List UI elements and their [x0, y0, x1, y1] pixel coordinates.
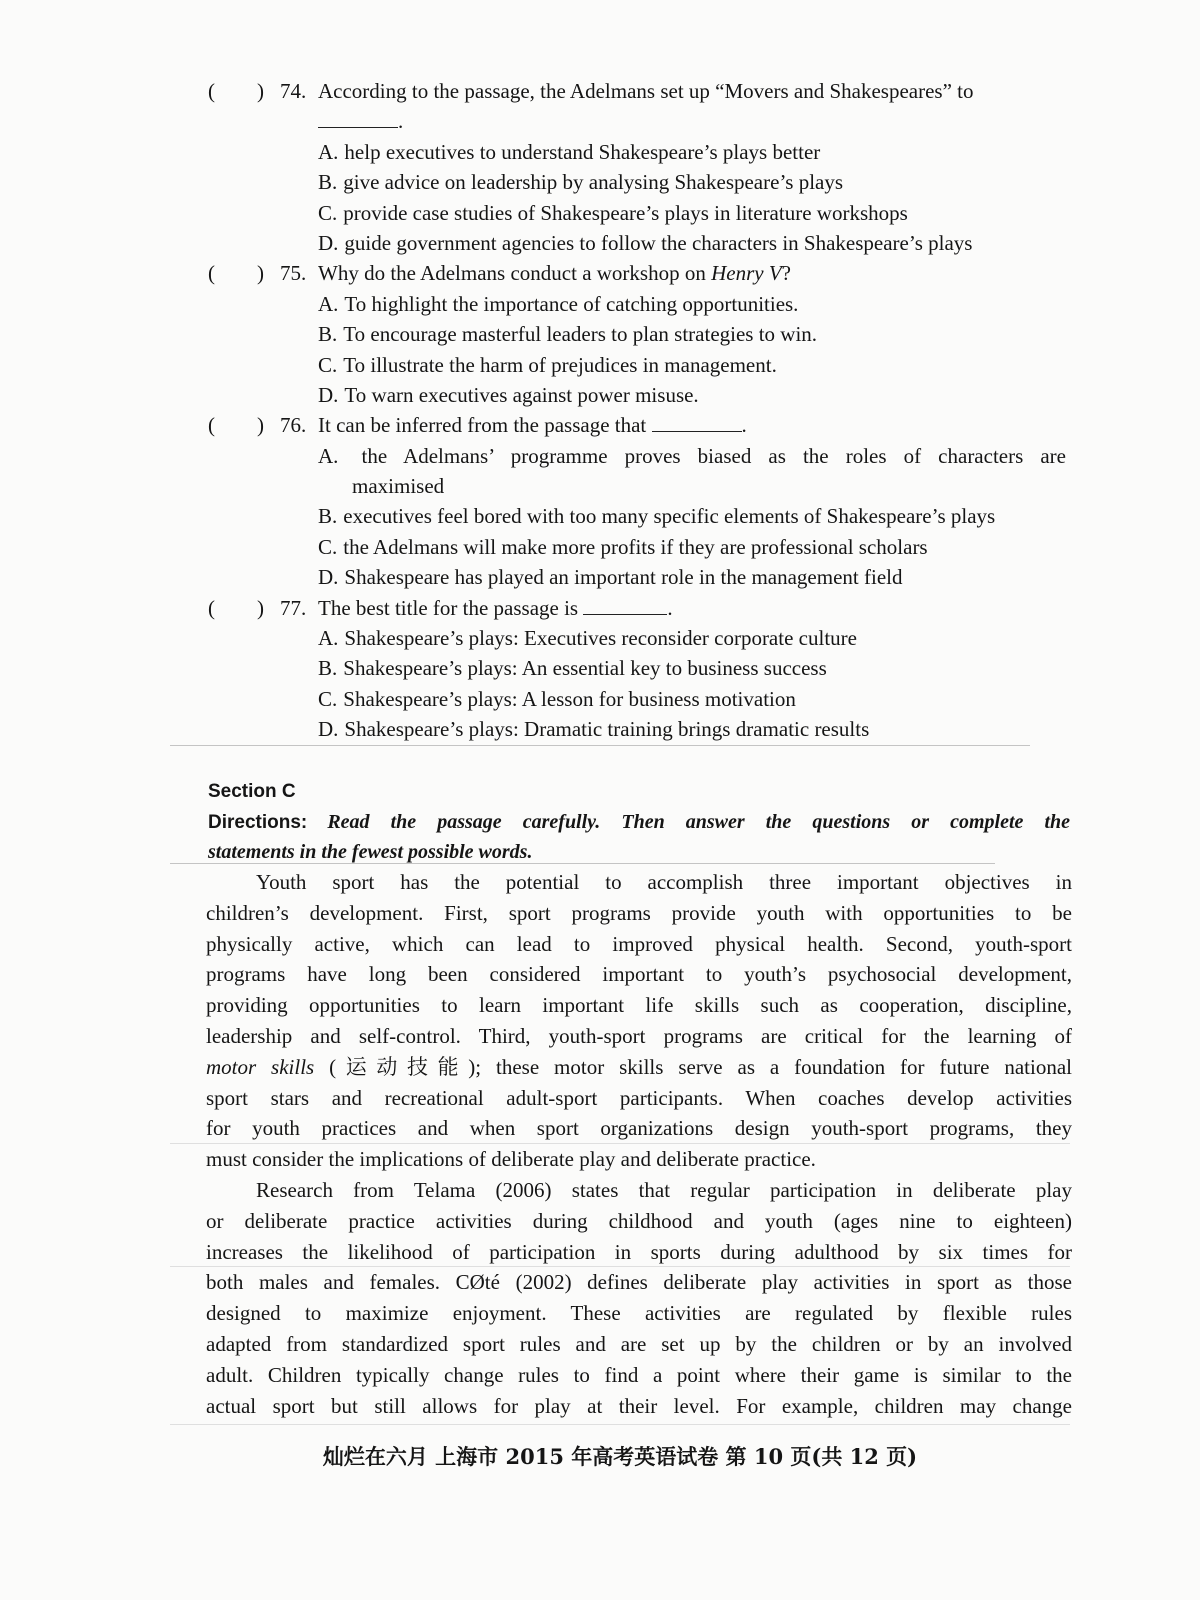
option-b [208, 653, 1078, 683]
term-italic: motor skills [206, 1054, 315, 1079]
blank-period: . [667, 595, 673, 620]
section-c [208, 777, 1070, 867]
passage-line: programs have long been considered important to youth’s psychosocial development, [206, 962, 1072, 987]
option-a [208, 441, 1078, 471]
option-a [208, 623, 1078, 653]
option-a [208, 137, 1078, 167]
option-c [208, 350, 1078, 380]
divider-rule [170, 745, 1030, 746]
question-stem: The best title for the passage is [318, 595, 579, 620]
option-text: To highlight the importance of catching opportunities. [344, 291, 799, 316]
directions-label: Directions: [208, 812, 308, 833]
option-a-line [318, 441, 1066, 471]
option-text: provide case studies of Shakespeare’s plays in literature workshops [343, 200, 908, 225]
directions-text: statements in the fewest possible words. [208, 841, 533, 863]
option-letter: C. [318, 200, 338, 225]
directions-line [208, 807, 1070, 837]
answer-blank [318, 109, 398, 128]
option-a [208, 289, 1078, 319]
passage-line: leadership and self-control. Third, youth-sport programs are critical for the learning of [206, 1023, 1072, 1048]
option-text: help executives to understand Shakespeare’s plays better [344, 139, 821, 164]
answer-bracket: ( ) [208, 261, 264, 286]
option-c [208, 198, 1078, 228]
option-d [208, 714, 1078, 744]
option-letter: D. [318, 382, 339, 407]
passage-line: actual sport but still allows for play at their level. For example, children may change [206, 1393, 1072, 1418]
question-stem: According to the passage, the Adelmans set up “Movers and Shakespeares” to [318, 79, 974, 103]
option-text: Shakespeare’s plays: An essential key to business success [343, 656, 827, 681]
passage-line: both males and females. CØté (2002) defines deliberate play activities in sport as those [206, 1270, 1072, 1295]
option-text: To warn executives against power misuse. [344, 382, 699, 407]
option-letter: D. [318, 717, 339, 742]
passage-line: providing opportunities to learn important life skills such as cooperation, discipline, [206, 993, 1072, 1018]
option-text: executives feel bored with too many specific elements of Shakespeare’s plays [343, 504, 996, 529]
option-text: Shakespeare’s plays: A lesson for business motivation [343, 686, 796, 711]
directions-text: Read the passage carefully. Then answer the questions or complete the [327, 811, 1071, 833]
passage-line: Research from Telama (2006) states that regular participation in deliberate play [256, 1177, 1072, 1202]
option-c [208, 532, 1078, 562]
passage-line-text: (运动技能); these motor skills serve as a foundation for future national [329, 1054, 1073, 1079]
answer-blank [652, 413, 742, 432]
passage-line: or deliberate practice activities during childhood and youth (ages nine to eighteen) [206, 1208, 1072, 1233]
reading-questions [208, 76, 1078, 745]
question-number: 77. [280, 595, 307, 620]
question-number: 76. [280, 413, 307, 438]
option-text: To illustrate the harm of prejudices in management. [343, 352, 777, 377]
passage-line: designed to maximize enjoyment. These activities are regulated by flexible rules [206, 1301, 1072, 1326]
passage-line [206, 1052, 1072, 1083]
question-76-stem-line [208, 410, 1078, 440]
option-a-continuation: maximised [352, 474, 445, 499]
option-letter: C. [318, 352, 338, 377]
question-stem: It can be inferred from the passage that [318, 413, 647, 438]
question-77-stem-line [208, 593, 1078, 623]
passage-line: sport stars and recreational adult-sport participants. When coaches develop activities [206, 1085, 1072, 1110]
question-mark: ? [781, 261, 791, 286]
question-number: 74. [280, 79, 307, 103]
answer-bracket: ( ) [208, 595, 264, 620]
option-text: the Adelmans will make more profits if they are professional scholars [343, 534, 928, 559]
passage-line: adapted from standardized sport rules and are set up by the children or by an involved [206, 1331, 1072, 1356]
answer-bracket: ( ) [208, 413, 264, 438]
option-text: the Adelmans’ programme proves biased as the roles of characters are [361, 443, 1066, 468]
reading-passage [206, 867, 1072, 1421]
option-letter: A. [318, 443, 339, 468]
option-b [208, 319, 1078, 349]
passage-line: adult. Children typically change rules to find a point where their game is similar to the [206, 1362, 1072, 1387]
passage-line: physically active, which can lead to improved physical health. Second, youth-sport [206, 931, 1072, 956]
option-letter: D. [318, 230, 339, 255]
option-letter: B. [318, 656, 338, 681]
section-heading: Section C [208, 781, 296, 802]
option-d [208, 380, 1078, 410]
option-d [208, 228, 1078, 258]
option-letter: D. [318, 565, 339, 590]
question-75-stem-line [208, 258, 1078, 288]
question-number: 75. [280, 261, 307, 286]
option-letter: B. [318, 170, 338, 195]
option-b [208, 501, 1078, 531]
directions-line [208, 837, 1070, 867]
option-letter: A. [318, 291, 339, 316]
answer-bracket: ( ) [208, 79, 264, 103]
option-text: Shakespeare has played an important role in the management field [344, 565, 903, 590]
page-footer: 灿烂在六月 上海市 2015 年高考英语试卷 第 10 页(共 12 页) [322, 1444, 918, 1469]
option-letter: A. [318, 626, 339, 651]
passage-line: must consider the implications of deliberate play and deliberate practice. [206, 1147, 816, 1172]
option-text: give advice on leadership by analysing Shakespeare’s plays [343, 170, 844, 195]
option-letter: A. [318, 139, 339, 164]
option-c [208, 684, 1078, 714]
passage-line: for youth practices and when sport organizations design youth-sport programs, they [206, 1116, 1072, 1141]
option-letter: C. [318, 686, 338, 711]
option-text: Shakespeare’s plays: Executives reconsider corporate culture [344, 626, 857, 651]
divider-rule [170, 1424, 1070, 1425]
question-74-stem-line [208, 76, 1078, 106]
passage-line: Youth sport has the potential to accomplish three important objectives in [256, 870, 1072, 894]
option-letter: B. [318, 504, 338, 529]
option-b [208, 167, 1078, 197]
option-letter: C. [318, 534, 338, 559]
question-stem: Why do the Adelmans conduct a workshop on [318, 261, 706, 286]
question-74-blank-line [208, 106, 1078, 136]
passage-line: increases the likelihood of participation in sports during adulthood by six times for [206, 1239, 1072, 1264]
option-letter: B. [318, 322, 338, 347]
play-title: Henry V [711, 261, 782, 286]
option-text: guide government agencies to follow the characters in Shakespeare’s plays [344, 230, 973, 255]
passage-line: children’s development. First, sport programs provide youth with opportunities to be [206, 900, 1072, 925]
option-text: Shakespeare’s plays: Dramatic training brings dramatic results [344, 717, 870, 742]
blank-period: . [398, 109, 404, 134]
option-text: To encourage masterful leaders to plan strategies to win. [343, 322, 818, 347]
blank-period: . [741, 413, 747, 438]
option-d [208, 562, 1078, 592]
answer-blank [583, 596, 667, 615]
